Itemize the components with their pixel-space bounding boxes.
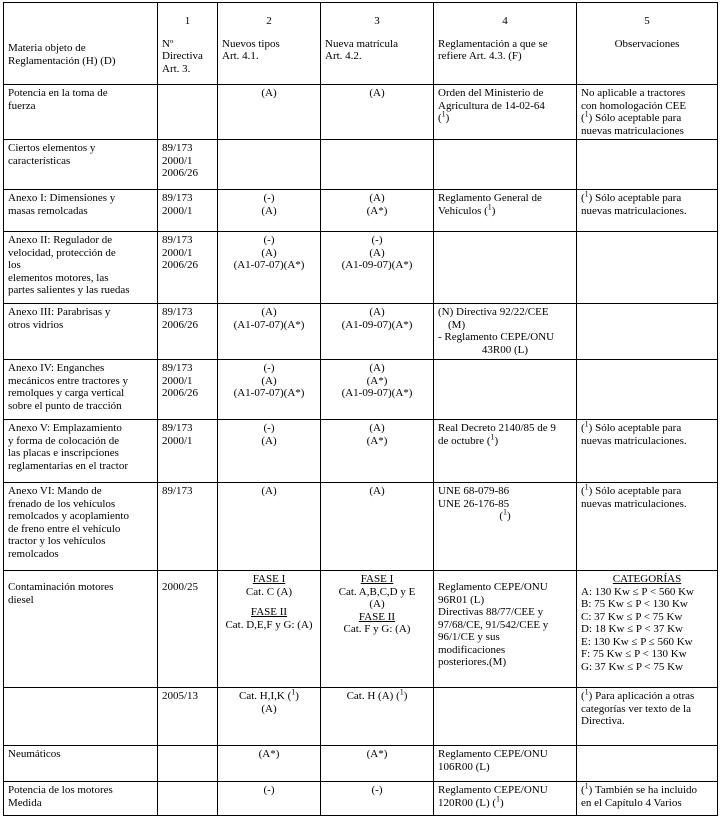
observaciones-cell [577, 688, 718, 746]
cell-line: 89/173 [162, 362, 193, 374]
nuevos-cell [218, 85, 321, 140]
cell-line: elementos motores, las [8, 271, 109, 284]
cell-line: (A) [369, 306, 385, 318]
cell-line: (A1-09-07)(A*) [341, 259, 413, 271]
materia-cell [4, 688, 158, 746]
cell-line: Medida [8, 796, 42, 809]
cell-line: Cat. H,I,K ($^1$) [239, 687, 299, 702]
header-text: Materia objeto de [8, 42, 86, 54]
header-reglamentacion [434, 3, 577, 85]
cell-line: Cat. H (A) ($^1$) [346, 687, 408, 702]
materia-cell [4, 232, 158, 304]
table-row [4, 782, 718, 816]
cell-line: remolques y carga vertical [8, 387, 125, 399]
cell-line: Anexo IV: Enganches [8, 362, 105, 374]
cell-line: y forma de colocación de [8, 434, 120, 447]
matricula-cell [321, 190, 434, 232]
cell-line: 2000/1 [162, 246, 193, 259]
reglamentacion-cell [434, 304, 577, 360]
cell-line: 89/173 [162, 234, 193, 246]
cell-line: Directivas 88/77/CEE y [438, 606, 544, 618]
phase-heading: FASE II [250, 606, 288, 618]
cell-line: fuerza [8, 99, 36, 112]
cell-line: reglamentarias en el tractor [8, 459, 129, 472]
cell-line: Agricultura de 14-02-64 [438, 99, 545, 112]
cell-line: Anexo V: Emplazamiento [8, 422, 122, 434]
matricula-cell [321, 360, 434, 420]
cell-line: mecánicos entre tractores y [8, 374, 129, 387]
cell-line: Directiva. [581, 715, 625, 727]
cell-line: (N) Directiva 92/22/CEE [438, 306, 549, 318]
reglamentacion-cell [434, 140, 577, 190]
cell-line: Anexo III: Parabrisas y [8, 306, 111, 318]
cell-line: (A) [369, 246, 385, 259]
cell-line: 2006/26 [162, 167, 199, 179]
categoria-item: A: 130 Kw ≤ P < 560 Kw [581, 585, 694, 598]
cell-line: remolcados y acoplamiento [8, 510, 129, 522]
cell-line: No aplicable a tractores [581, 87, 686, 99]
cell-line: (-) [263, 192, 275, 204]
cell-line: (A1-09-07)(A*) [341, 318, 413, 331]
cell-line: 2006/26 [162, 259, 199, 271]
nuevos-cell [218, 688, 321, 746]
categoria-item: E: 130 Kw ≤ P ≤ 560 Kw [581, 635, 693, 648]
nuevos-cell [218, 190, 321, 232]
cell-line: 2005/13 [162, 690, 199, 702]
cell-line: UNE 26-176-85 [438, 497, 510, 510]
cell-line: 96R01 (L) [438, 593, 485, 606]
column-number: 3 [374, 15, 380, 27]
cell-line: Cat. F y G: (A) [343, 623, 411, 635]
header-text: Art. 3. [162, 62, 191, 75]
cell-line: Reglamento General de [438, 192, 542, 204]
cell-line: Reglamento CEPE/ONU [438, 748, 548, 760]
cell-line: 89/173 [162, 422, 193, 434]
cell-line: otros vidrios [8, 318, 64, 331]
materia-cell [4, 483, 158, 571]
materia-cell [4, 140, 158, 190]
header-text: Nuevos tipos [222, 37, 280, 50]
reglamentacion-cell [434, 190, 577, 232]
cell-line: (A) [369, 422, 385, 434]
column-number: 2 [266, 15, 272, 27]
table-row [4, 232, 718, 304]
cell-line: Cat. A,B,C,D y E [338, 585, 416, 598]
cell-line: ($^1$) [499, 507, 511, 522]
cell-line: (-) [263, 362, 275, 374]
cell-line: 120R00 (L) ($^1$) [438, 793, 504, 809]
cell-line: Anexo I: Dimensiones y [8, 192, 116, 204]
regulation-table [3, 2, 718, 816]
matricula-cell [321, 782, 434, 816]
cell-line: nuevas matriculaciones [581, 124, 684, 137]
observaciones-cell [577, 483, 718, 571]
cell-line: (-) [371, 784, 383, 796]
cell-line: (A) [369, 87, 385, 99]
materia-cell [4, 420, 158, 483]
phase-heading: FASE II [358, 610, 396, 623]
observaciones-cell [577, 190, 718, 232]
matricula-cell [321, 483, 434, 571]
cell-line: características [8, 154, 71, 167]
cell-line: ($^1$) También se ha incluido [581, 781, 698, 796]
directiva-cell [158, 360, 218, 420]
matricula-cell [321, 304, 434, 360]
cell-line: nuevas matriculaciones. [581, 204, 687, 217]
cell-line: ($^1$) Sólo aceptable para [581, 109, 682, 124]
cell-line: ($^1$) [438, 109, 450, 124]
header-materia [4, 3, 158, 85]
header-directiva [158, 3, 218, 85]
header-text: Reglamentación (H) (D) [8, 54, 116, 67]
cell-line: las placas e inscripciones [8, 447, 119, 459]
reglamentacion-cell [434, 746, 577, 782]
cell-line: 96/1/CE y sus [438, 631, 500, 643]
header-observaciones [577, 3, 718, 85]
cell-line: Potencia de los motores [8, 784, 113, 796]
cell-line: Cat. D,E,F y G: (A) [225, 618, 313, 631]
observaciones-cell [577, 304, 718, 360]
materia-cell [4, 746, 158, 782]
reglamentacion-cell [434, 420, 577, 483]
cell-line: 2000/1 [162, 204, 193, 217]
categoria-item: F: 75 Kw ≤ P < 130 Kw [581, 648, 687, 660]
cell-line: 2000/25 [162, 581, 199, 593]
directiva-cell [158, 746, 218, 782]
cell-line: (A) [369, 485, 385, 497]
cell-line: diesel [8, 593, 34, 606]
nuevos-cell [218, 232, 321, 304]
header-text: Reglamentación a que se [438, 37, 548, 50]
cell-line: de octubre ($^1$) [438, 431, 499, 447]
directiva-cell [158, 483, 218, 571]
cell-line: (A*) [366, 374, 388, 387]
reglamentacion-cell [434, 360, 577, 420]
phase-heading: FASE I [360, 573, 394, 585]
cell-line: 106R00 (L) [438, 760, 490, 773]
cell-line: - Reglamento CEPE/ONU [438, 331, 555, 343]
cell-line: (A) [261, 87, 277, 99]
directiva-cell [158, 304, 218, 360]
column-number: 1 [184, 15, 191, 27]
header-text: Nueva matrícula [325, 37, 398, 50]
observaciones-cell [577, 232, 718, 304]
table-row [4, 483, 718, 571]
reglamentacion-cell [434, 571, 577, 688]
header-text: Art. 4.1. [222, 50, 259, 62]
cell-line: 89/173 [162, 142, 193, 154]
categoria-item: C: 37 Kw ≤ P < 75 Kw [581, 610, 683, 623]
categoria-item: B: 75 Kw ≤ P < 130 Kw [581, 598, 688, 610]
cell-line: 2006/26 [162, 387, 199, 399]
observaciones-cell [577, 746, 718, 782]
cell-line: 43R00 (L) [481, 343, 529, 356]
observaciones-cell [577, 782, 718, 816]
materia-cell [4, 571, 158, 688]
cell-line: remolcados [8, 547, 59, 560]
cell-line: 97/68/CE, 91/542/CEE y [438, 618, 549, 631]
cell-line: (A*) [366, 748, 388, 760]
observaciones-cell [577, 140, 718, 190]
cell-line: (A*) [366, 204, 388, 217]
cell-line: (A) [261, 204, 277, 217]
nuevos-cell [218, 483, 321, 571]
nuevos-cell [218, 140, 321, 190]
cell-line: en el Capítulo 4 Varios [581, 796, 682, 809]
matricula-cell [321, 140, 434, 190]
table-row [4, 571, 718, 688]
cell-line: Anexo II: Regulador de [8, 234, 113, 246]
cell-line: con homologación CEE [581, 99, 687, 112]
categoria-item: G: 37 Kw ≤ P < 75 Kw [581, 660, 683, 673]
cell-line: (A*) [366, 434, 388, 447]
nuevos-cell [218, 304, 321, 360]
cell-line: (A*) [258, 748, 280, 760]
table-row [4, 190, 718, 232]
materia-cell [4, 190, 158, 232]
cell-line: (A) [261, 374, 277, 387]
matricula-cell [321, 420, 434, 483]
directiva-cell [158, 782, 218, 816]
categoria-item: D: 18 Kw ≤ P < 37 Kw [581, 623, 683, 635]
header-text: Observaciones [614, 37, 680, 50]
column-number: 4 [502, 15, 508, 27]
categorias-heading: CATEGORÍAS [612, 573, 682, 585]
cell-line: (-) [263, 784, 275, 796]
cell-line: ($^1$) Sólo aceptable para [581, 189, 682, 204]
cell-line: (A) [369, 192, 385, 204]
table-row [4, 304, 718, 360]
cell-line: (-) [263, 422, 275, 434]
cell-line: Orden del Ministerio de [438, 87, 544, 99]
cell-line: Cat. C (A) [245, 585, 293, 598]
cell-line: tractor y los vehículos [8, 535, 106, 547]
header-text: refiere Art. 4.3. (F) [438, 50, 522, 62]
cell-line: Contaminación motores [8, 581, 114, 593]
cell-line: de freno entre el vehículo [8, 522, 121, 535]
cell-line: Ciertos elementos y [8, 142, 96, 154]
cell-line: 89/173 [162, 192, 193, 204]
matricula-cell [321, 571, 434, 688]
cell-line: masas remolcadas [8, 204, 88, 217]
table-row [4, 85, 718, 140]
reglamentacion-cell [434, 782, 577, 816]
nuevos-cell [218, 360, 321, 420]
cell-line: 2006/26 [162, 318, 199, 331]
cell-line: (A1-07-07)(A*) [233, 387, 305, 399]
cell-line: partes salientes y las ruedas [8, 284, 130, 296]
table-row [4, 420, 718, 483]
cell-line: Reglamento CEPE/ONU [438, 581, 548, 593]
cell-line: categorías ver texto de la [581, 702, 691, 715]
cell-line: (A) [261, 702, 277, 715]
cell-line: (-) [263, 234, 275, 246]
table-row [4, 746, 718, 782]
materia-cell [4, 360, 158, 420]
matricula-cell [321, 232, 434, 304]
directiva-cell [158, 140, 218, 190]
observaciones-cell [577, 571, 718, 688]
cell-line: nuevas matriculaciones. [581, 497, 687, 510]
matricula-cell [321, 746, 434, 782]
cell-line: UNE 68-079-86 [438, 485, 510, 497]
header-text: Art. 4.2. [325, 50, 362, 62]
materia-cell [4, 304, 158, 360]
reglamentacion-cell [434, 232, 577, 304]
reglamentacion-cell [434, 688, 577, 746]
cell-line: (A1-09-07)(A*) [341, 387, 413, 399]
reglamentacion-cell [434, 483, 577, 571]
header-matricula [321, 3, 434, 85]
directiva-cell [158, 571, 218, 688]
matricula-cell [321, 688, 434, 746]
table-row [4, 360, 718, 420]
directiva-cell [158, 232, 218, 304]
cell-line: Reglamento CEPE/ONU [438, 784, 548, 796]
materia-cell [4, 85, 158, 140]
cell-line: (A) [261, 306, 277, 318]
matricula-cell [321, 85, 434, 140]
directiva-cell [158, 190, 218, 232]
nuevos-cell [218, 420, 321, 483]
header-nuevos [218, 3, 321, 85]
cell-line: (A1-07-07)(A*) [233, 259, 305, 271]
cell-line: ($^1$) Sólo aceptable para [581, 419, 682, 434]
cell-line: (A1-07-07)(A*) [233, 318, 305, 331]
cell-line: (-) [371, 234, 383, 246]
header-text: Nº Directiva [162, 37, 203, 62]
cell-line: 89/173 [162, 306, 193, 318]
table-row [4, 140, 718, 190]
cell-line: Vehículos ($^1$) [438, 201, 496, 217]
cell-line: Potencia en la toma de [8, 87, 108, 99]
nuevos-cell [218, 782, 321, 816]
materia-cell [4, 782, 158, 816]
column-number: 5 [644, 15, 650, 27]
nuevos-cell [218, 746, 321, 782]
observaciones-cell [577, 85, 718, 140]
table-row [4, 688, 718, 746]
nuevos-cell [218, 571, 321, 688]
cell-line: (A) [369, 362, 385, 374]
cell-line: ($^1$) Sólo aceptable para [581, 482, 682, 497]
directiva-cell [158, 688, 218, 746]
cell-line: Anexo VI: Mando de [8, 485, 102, 497]
phase-heading: FASE I [252, 573, 286, 585]
cell-line: nuevas matriculaciones. [581, 434, 687, 447]
cell-line: (A) [261, 434, 277, 447]
observaciones-cell [577, 420, 718, 483]
cell-line: (A) [261, 246, 277, 259]
header-row [4, 3, 718, 85]
observaciones-cell [577, 360, 718, 420]
directiva-cell [158, 420, 218, 483]
cell-line: (M) [448, 318, 466, 331]
cell-line: 2000/1 [162, 374, 193, 387]
cell-line: (A) [261, 485, 277, 497]
cell-line: Real Decreto 2140/85 de 9 [438, 422, 556, 434]
cell-line: Neumáticos [8, 748, 61, 760]
cell-line: los [8, 259, 21, 271]
cell-line: 89/173 [162, 485, 193, 497]
cell-line: velocidad, protección de [8, 246, 116, 259]
cell-line: ($^1$) Para aplicación a otras [581, 687, 695, 702]
cell-line: (A) [369, 598, 385, 610]
cell-line: frenado de los vehículos [8, 497, 116, 510]
reglamentacion-cell [434, 85, 577, 140]
cell-line: 2000/1 [162, 154, 193, 167]
directiva-cell [158, 85, 218, 140]
cell-line: modificaciones [438, 643, 506, 656]
cell-line: sobre el punto de tracción [8, 399, 122, 412]
cell-line: 2000/1 [162, 434, 193, 447]
cell-line: posteriores.(M) [438, 656, 507, 668]
